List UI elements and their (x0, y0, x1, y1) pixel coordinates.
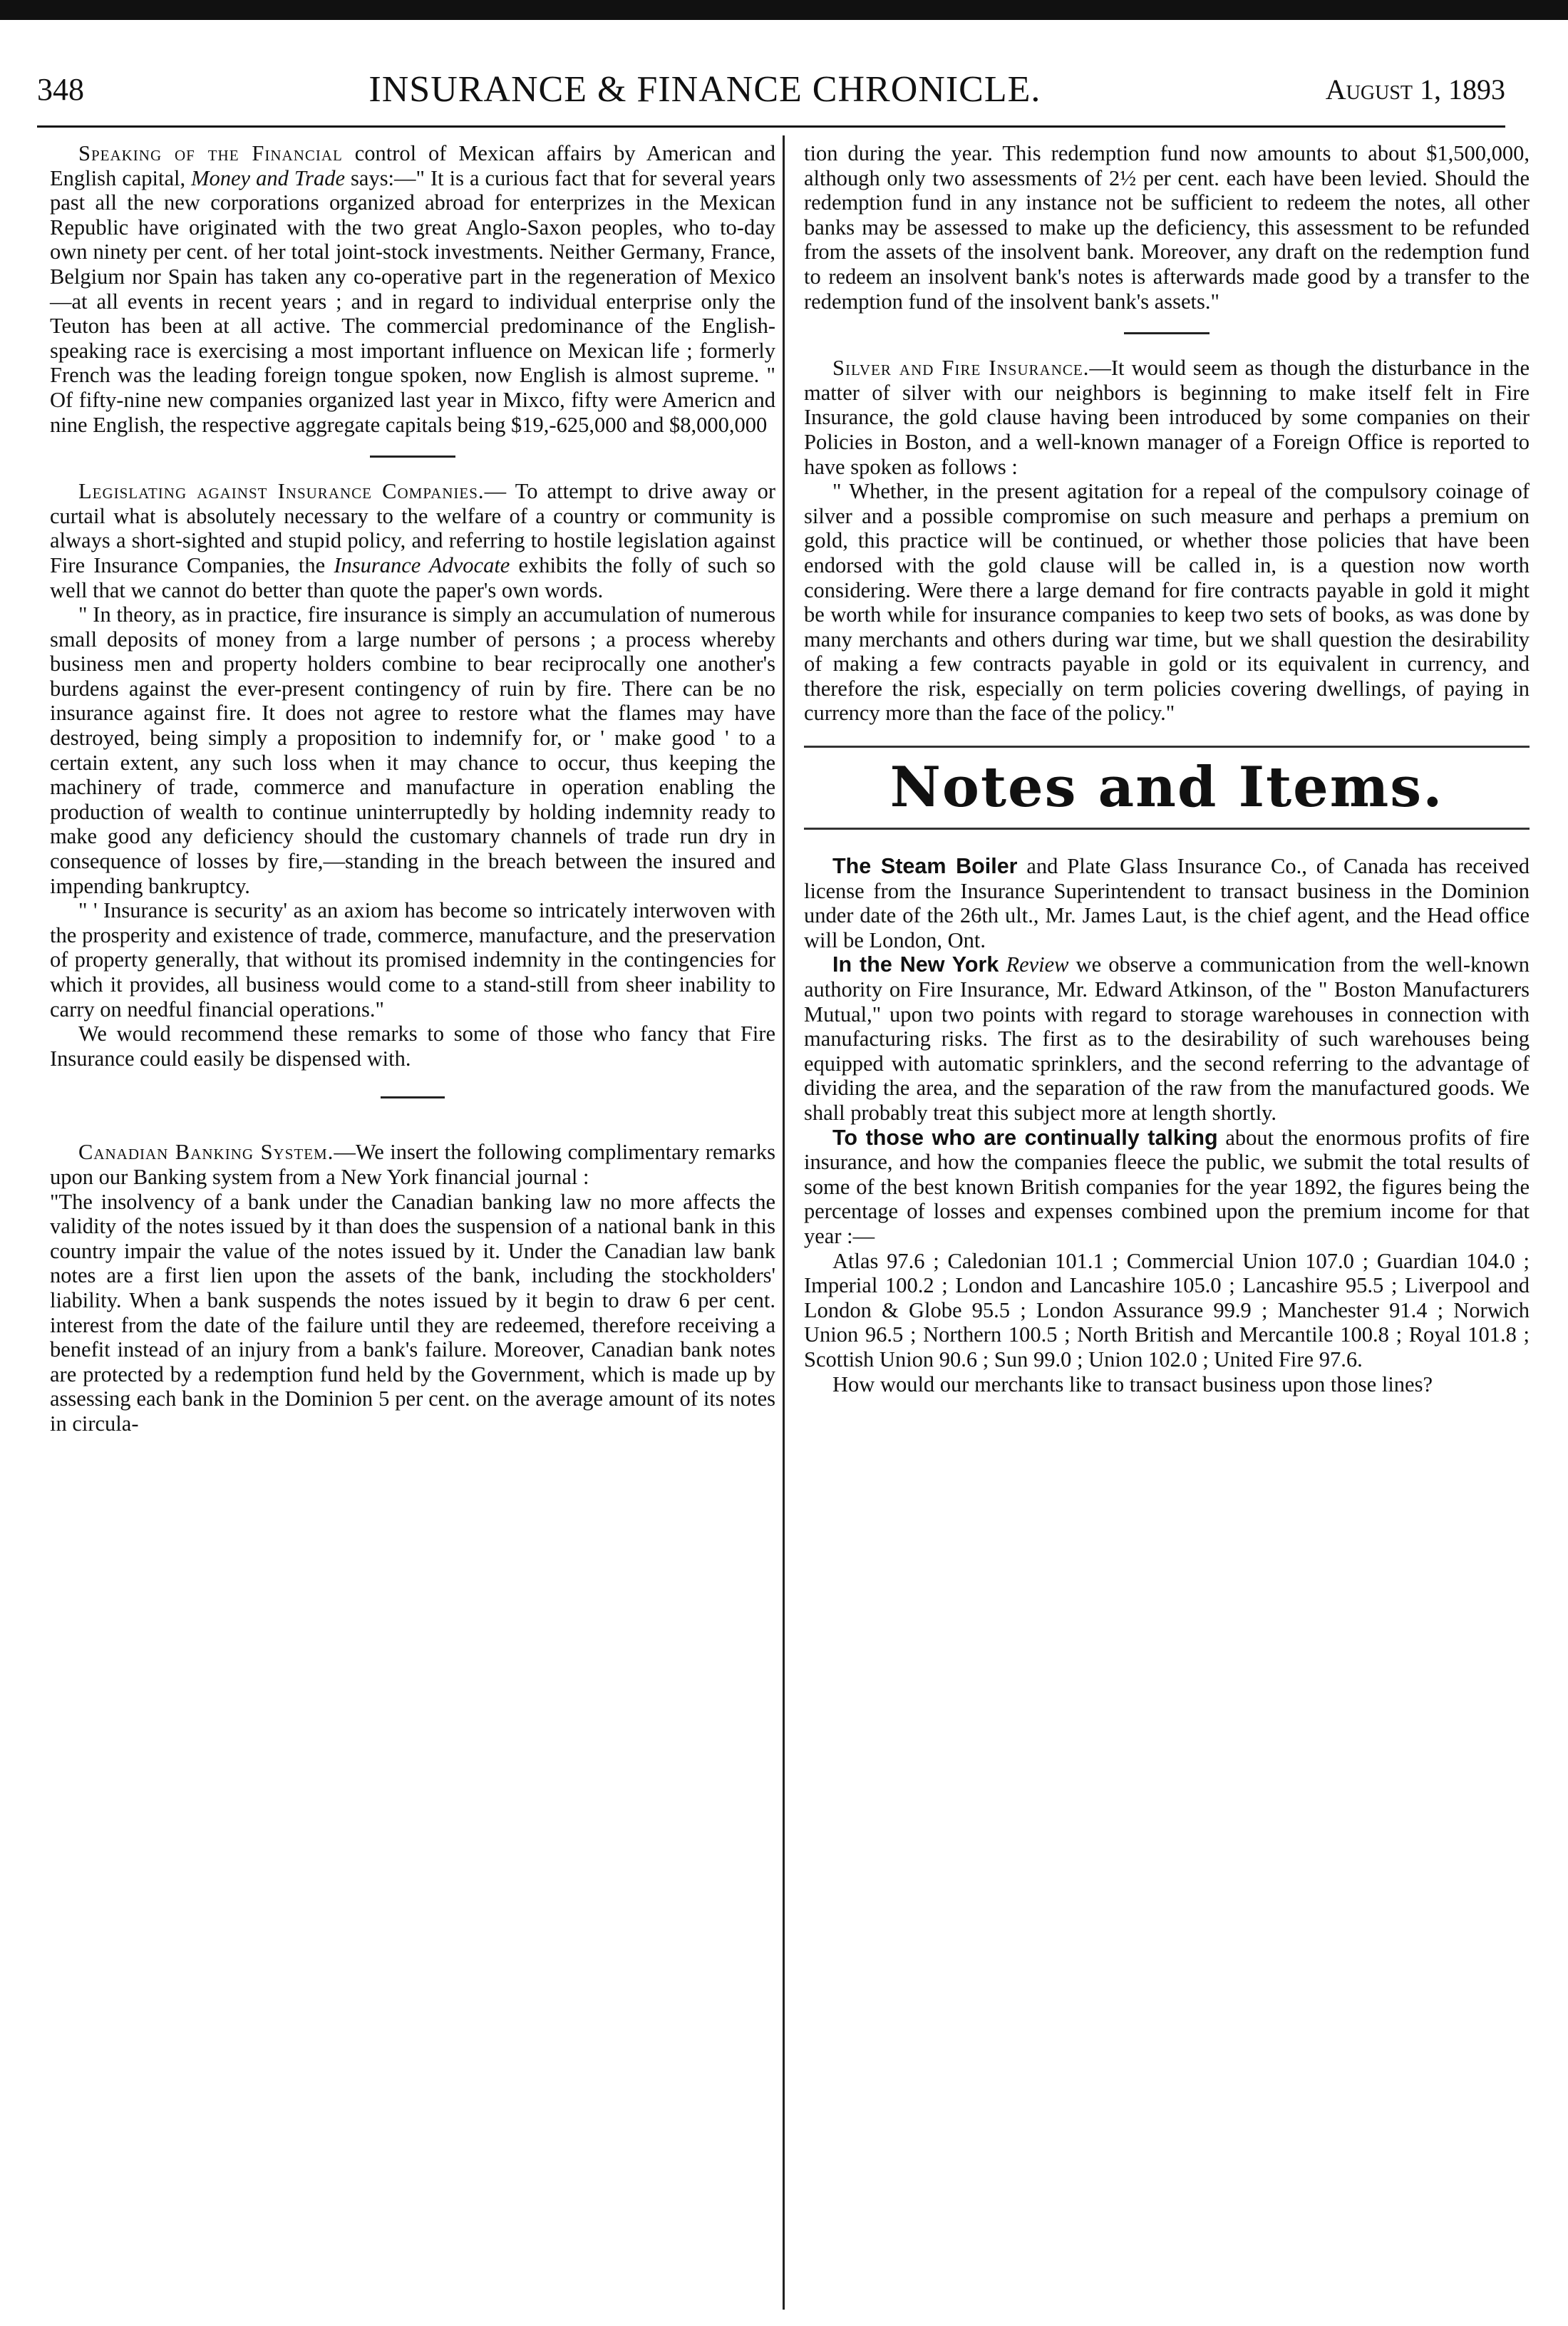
article-source: Insurance Advocate (334, 552, 510, 577)
article-legislating (50, 479, 775, 602)
page-header (37, 57, 1505, 121)
right-column (804, 141, 1530, 1396)
article-quote: " In theory, as in practice, fire insurance is simply an accumulation of numerous small deposits of money from a large number of persons ; a process whereby business men and property holders combine to bear reciprocally one another's burdens against the ever-present contingency of ruin by fire. There can be no insurance against fire. It does not agree to restore what the flames may have destroyed, being simply a proposition to indemnify for, or ' make good ' to a certain extent, any such loss when it may chance to occur, thus keeping the machinery of trade, commerce and manufacture in operation enabling the production of wealth to continue uninterruptedly by holding indemnity ready to make good any deficiency should the customary channels of trade run dry in consequence of losses by fire,—standing in the breach between the insured and impending bankruptcy. (50, 602, 775, 898)
note-lead: In the New York (832, 952, 999, 977)
article-silver-fire (804, 356, 1530, 479)
article-quote: " ' Insurance is security' as an axiom has become so intricately interwoven with the prosperity and existence of trade, commerce, manufacture, and the preservation of property generally, that without its promised indemnity in the contingencies for which it provides, all business would come to a stand-still from sheer inability to carry on needful financial operations." (50, 898, 775, 1022)
section-separator (370, 456, 455, 458)
banner-rule (804, 828, 1530, 830)
note-lead: To those who are continually talking (832, 1125, 1218, 1150)
note-text: about the enormous profits of fire insurance, and how the companies fleece the public, we submit the total results of some of the best known British companies for the year 1892, the figures being the percentage of losses and expenses combined upon the premium income for that year :— (804, 1125, 1530, 1248)
article-text: — To attempt to drive away or curtail what is absolutely necessary to the welfare of a country or community is always a short-sighted and stupid policy, and referring to hostile legislation against Fire Insurance Companies, the (50, 479, 775, 577)
section-separator (1124, 332, 1209, 334)
note-source: Review (1006, 952, 1069, 977)
note-profits (804, 1126, 1530, 1249)
article-quote: " Whether, in the present agitation for a repeal of the compulsory coinage of silver and a possible compromise on such measure and perhaps a premium on gold, this practice will be continued, or whether those policies that have been endorsed with the gold clause will be called in, is a question now worth considering. Were there a large demand for fire contracts payable in gold it might be worth while for insurance companies to keep two sets of books, as was done by many merchants and others during war time, but we shall question the desirability of making a few contracts payable in gold or its equivalent in currency, and therefore the risk, especially on term policies covering dwellings, of paying in currency more than the face of the policy." (804, 479, 1530, 726)
article-text: —It would seem as though the disturbance in the matter of silver with our neighbors is beginning to make itself felt in Fire Insurance, the gold clause having been introduced by some companies on their Policies in Boston, and a well-known manager of a Foreign Office is reported to have spoken as follows : (804, 356, 1530, 479)
column-divider (783, 135, 785, 2310)
note-text: and Plate Glass Insurance Co., of Canada has received license from the Insurance Superintendent to transact business in the Dominion under date of the 26th ult., Mr. James Laut, is the chief agent, and the Head office will be London, Ont. (804, 854, 1530, 952)
left-column (50, 141, 775, 1436)
article-text: says:—" It is a curious fact that for several years past all the new corporations organized abroad for enterprizes in the Mexican Republic have originated with the two great Anglo-Saxon peoples, who to-day own ninety per cent. of her total joint-stock investments. Neither Germany, France, Belgium nor Spain has taken any co-operative part in the regeneration of Mexico—at all events in recent years ; and in regard to individual enterprise only the Teuton has been at all active. The commercial predominance of the English-speaking race is exercising a most important influence on Mexican life ; formerly French was the leading foreign tongue spoken, now English is almost supreme. " Of fifty-nine new companies organized last year in Mixco, fifty were Americn and nine English, the respective aggregate capitals being $19,-625,000 and $8,000,000 (50, 165, 775, 437)
note-question: How would our merchants like to transact business upon those lines? (832, 1372, 1433, 1396)
scan-top-edge (0, 0, 1568, 20)
section-separator (381, 1096, 445, 1098)
note-steam-boiler (804, 854, 1530, 952)
article-continued: tion during the year. This redemption fund now amounts to about $1,500,000, although only two assessments of 2½ per cent. each have been levied. Should the redemption fund in any instance not be sufficient to redeem the notes, all other banks may be assessed to make up the deficiency, this assessment to be refunded from the assets of the insolvent bank. Moreover, any draft on the redemption fund to redeem an insolvent bank's notes is afterwards made good by a transfer to the redemption fund of the insolvent bank's assets." (804, 141, 1530, 314)
issue-date: August 1, 1893 (1325, 73, 1505, 106)
article-text: exhibits the folly of such so well that we cannot do better than quote the paper's own words. (50, 552, 775, 602)
page-number: 348 (37, 71, 84, 107)
article-mexican-finance (50, 141, 775, 437)
article-lead: Speaking of the Financial (78, 141, 343, 165)
article-lead: Silver and Fire Insurance. (832, 356, 1090, 381)
publication-title: INSURANCE & FINANCE CHRONICLE. (368, 68, 1041, 110)
article-text: —We insert the following complimentary remarks upon our Banking system from a New York financial journal : (50, 1140, 775, 1189)
banner-rule (804, 746, 1530, 748)
note-lead: The Steam Boiler (832, 854, 1018, 879)
article-text: control of Mexican affairs by American and English capital, (50, 141, 775, 190)
article-lead: Legislating against Insurance Companies. (78, 479, 485, 504)
article-source: Money and Trade (191, 165, 346, 190)
note-new-york-review (804, 952, 1530, 1125)
note-text: we observe a communication from the well-known authority on Fire Insurance, Mr. Edward Atkinson, of the " Boston Manufacturers Mutual," upon two points with regard to storage warehouses in connection with manufacturing risks. The first as to the desirability of such warehouses being equipped with automatic sprinklers, and the second referring to the advantage of dividing the area, and the separation of the raw from the manufactured goods. We shall probably treat this subject more at length shortly. (804, 952, 1530, 1125)
header-rule (37, 125, 1505, 128)
note-rates: Atlas 97.6 ; Caledonian 101.1 ; Commercial Union 107.0 ; Guardian 104.0 ; Imperial 100.2 ; London and Lancashire 105.0 ; Lancashire 95.5 ; Liverpool and London & Globe 95.5 ; London Assurance 99.9 ; Manchester 91.4 ; Norwich Union 96.5 ; Northern 100.5 ; North British and Mercantile 100.8 ; Royal 101.8 ; Scottish Union 90.6 ; Sun 99.0 ; Union 102.0 ; United Fire 97.6. (804, 1248, 1530, 1372)
notes-and-items-heading: Notes and Items. (889, 755, 1444, 820)
article-quote: "The insolvency of a bank under the Canadian banking law no more affects the validity of the notes issued by it than does the suspension of a national bank in this country impair the value of the notes issued by it. Under the Canadian law bank notes are a first lien upon the assets of the bank, including the stockholders' liability. When a bank suspends the notes issued by it begin to draw 6 per cent. interest from the date of the failure until they are redeemed, therefore receiving a benefit instead of an injury from a bank's failure. Moreover, Canadian bank notes are protected by a redemption fund held by the Government, which is made up by assessing each bank in the Dominion 5 per cent. on the average amount of its notes in circula- (50, 1189, 775, 1436)
article-lead: Canadian Banking System. (78, 1140, 334, 1165)
article-closing: We would recommend these remarks to some of those who fancy that Fire Insurance could easily be dispensed with. (50, 1022, 775, 1071)
article-canadian-banking (50, 1140, 775, 1189)
